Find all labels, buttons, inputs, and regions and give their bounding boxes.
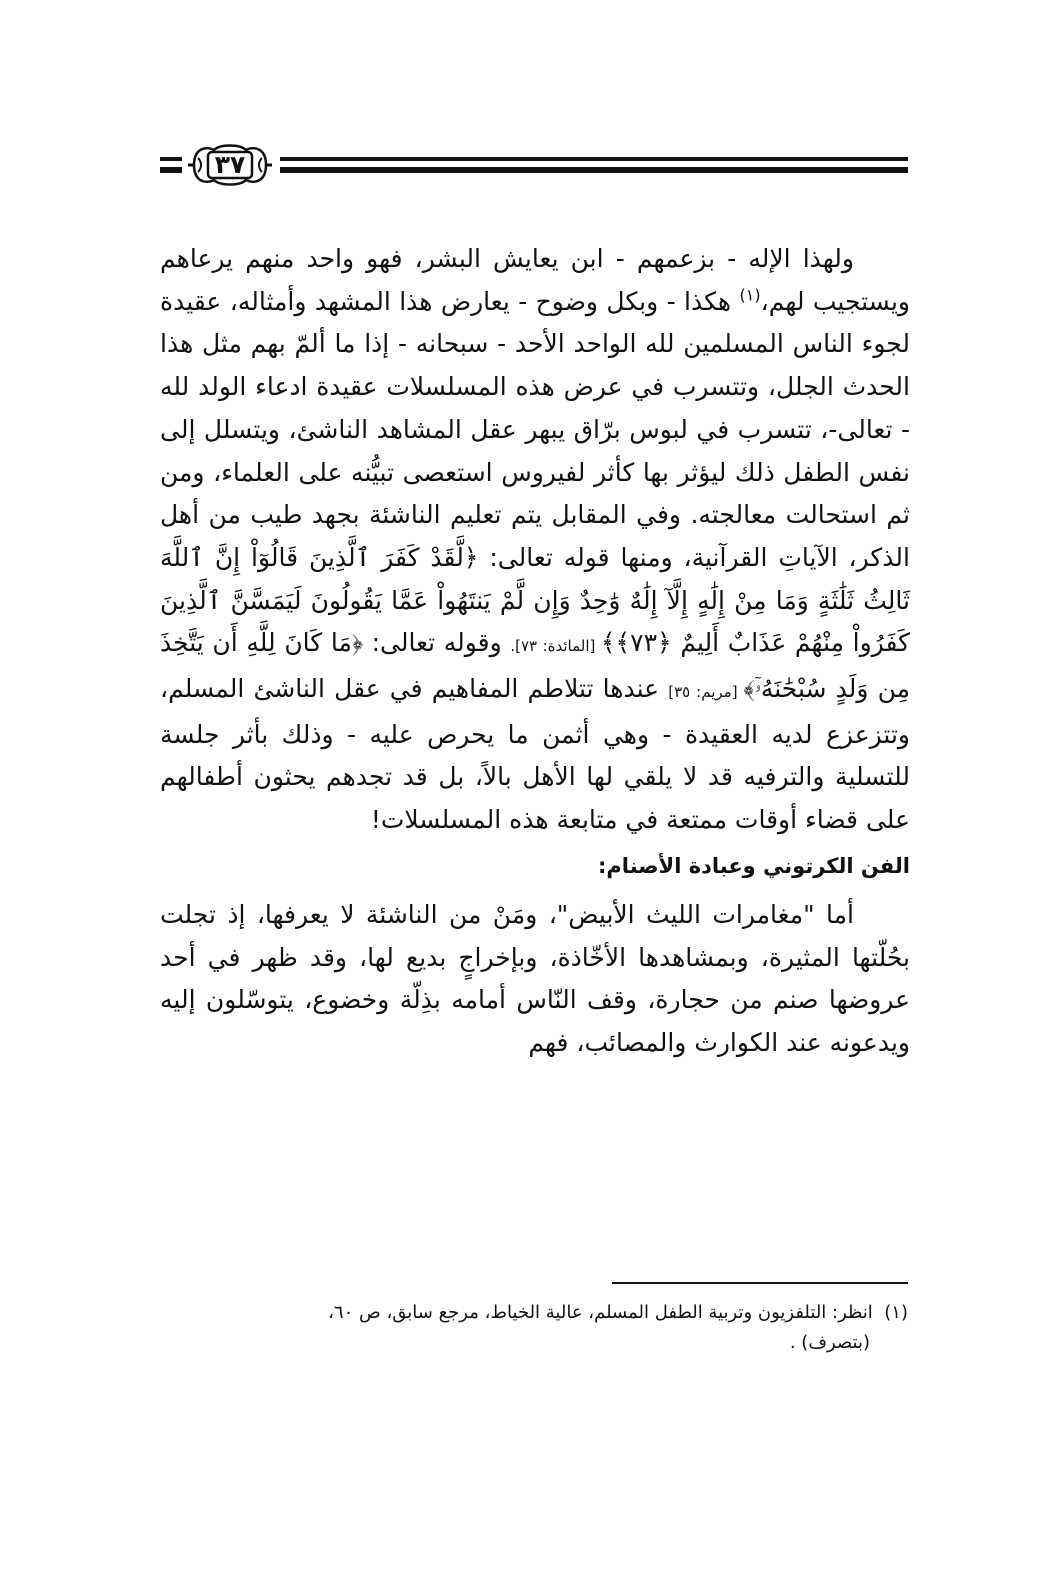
main-text (160, 238, 910, 1065)
header-rule-left (160, 157, 182, 161)
verse-1-reference: [المائدة: ٧٣]. (510, 637, 601, 656)
footnote-reference: (١) (739, 285, 761, 305)
quran-verse-2: ﴿مَا كَانَ لِلَّهِ أَن يَتَّخِذَ مِن وَلَدٍ سُبْحَٰنَهُۥٓ﴾ (160, 628, 910, 704)
header-rule-thick (280, 167, 908, 173)
paragraph-1-end: عندها تتلاطم المفاهيم في عقل الناشئ المسلم، وتتزعزع لديه العقيدة - وهي أثمن ما يحرص عليه - وذلك بأثر جلسة للتسلية والترفيه قد لا يلقي لها الأهل بالاً، بل قد تجدهم يحثون أطفالهم على قضاء أوقات ممتعة في متابعة هذه المسلسلات! (160, 674, 910, 835)
footnote-marker: (١) (884, 1302, 908, 1323)
paragraph-1 (160, 238, 910, 842)
quran-verse-1: ﴿لَّقَدْ كَفَرَ ٱلَّذِينَ قَالُوٓاْ إِنَّ ٱللَّهَ ثَالِثُ ثَلَٰثَةٍ وَمَا مِنْ إِلَٰهٍ إِلَّآ إِلَٰهٌ وَٰحِدٌ وَإِن لَّمْ يَنتَهُواْ عَمَّا يَقُولُونَ لَيَمَسَّنَّ ٱلَّذِينَ كَفَرُواْ مِنْهُمْ عَذَابٌ أَلِيمٌ ﴿٧٣﴾﴾ (160, 542, 910, 658)
page-header (160, 138, 908, 198)
page-number-ornament (184, 140, 276, 190)
footnote (160, 1298, 908, 1358)
footnote-line-1 (160, 1298, 908, 1328)
paragraph-1-text: هكذا - وبكل وضوح - يعارض هذا المشهد وأمثاله، عقيدة لجوء الناس المسلمين لله الواحد الأحد - سبحانه - إذا ما ألمّ بهم مثل هذا الحدث الجلل، وتتسرب في عرض هذه المسلسلات عقيدة ادعاء الولد لله - تعالى-، تتسرب في لبوس برّاق يبهر عقل المشاهد الناشئ، ويتسلل إلى نفس الطفل ذلك ليؤثر بها كأثر لفيروس استعصى تبيُّنه على العلماء، ومن ثم استحالت معالجته. وفي المقابل يتم تعليم الناشئة بجهد طيب من أهل الذكر، الآياتِ القرآنية، ومنها قوله تعالى: (160, 286, 910, 572)
verse-2-reference: [مريم: ٣٥] (668, 683, 744, 702)
paragraph-2: أما "مغامرات الليث الأبيض"، ومَنْ من الناشئة لا يعرفها، إذ تجلت بحُلّتها المثيرة، وبمشاهدها الأخّاذة، وبإخراجٍ بديع لها، وقد ظهر في أحد عروضها صنم من حجارة، وقف النّاس أمامه بذِلّة وخضوع، يتوسّلون إليه ويدعونه عند الكوارث والمصائب، فهم (160, 899, 910, 1057)
page-number: ٣٧ (214, 150, 246, 179)
header-rule (280, 157, 908, 161)
footnote-line-2: (بتصرف) . (789, 1332, 870, 1353)
verse-connector: وقوله تعالى: (362, 628, 511, 658)
paragraph-1-start: ولهذا الإله - بزعمهم - ابن يعايش البشر، فهو واحد منهم يرعاهم ويستجيب لهم، (160, 244, 910, 316)
footnote-text: انظر: التلفزيون وتربية الطفل المسلم، عالية الخياط، مرجع سابق، ص ٦٠، (328, 1302, 873, 1323)
footnote-separator (612, 1282, 908, 1284)
section-heading: الفن الكرتوني وعبادة الأصنام: (598, 853, 910, 878)
header-rule-left-thick (160, 167, 182, 173)
